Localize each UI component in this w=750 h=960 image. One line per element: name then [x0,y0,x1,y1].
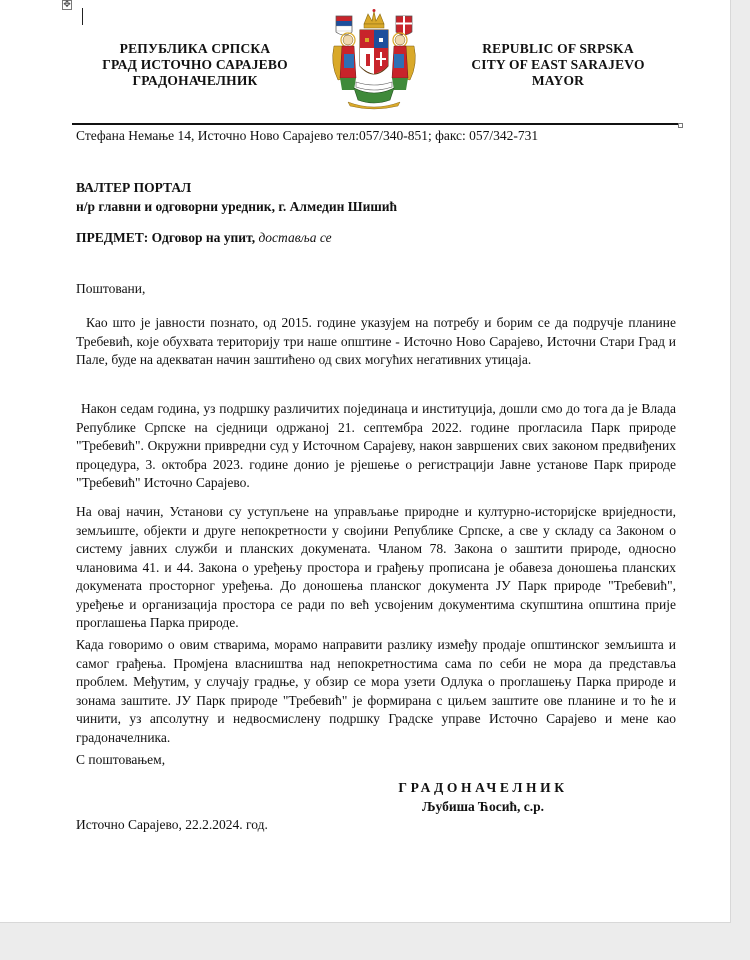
recipient-attention: н/р главни и одговорни уредник, г. Алмедин Шишић [76,199,398,214]
body-paragraph-1: Као што је јавности познато, од 2015. године указујем на потребу и борим се да подручје планине Требевић, које обухвата територију три наше општине - Источно Ново Сарајево, Источни Стари Град и Пале, буде на адекватан начин заштићено од свих могућих негативних утицаја. [76,315,676,367]
subject-label: ПРЕДМЕТ: [76,230,149,245]
office-address: Стефана Немање 14, Источно Ново Сарајево тел:057/340-851; факс: 057/342-731 [76,128,539,143]
header-right-line-1: REPUBLIC OF SRPSKA [482,41,634,56]
crest-base [348,88,400,109]
header-left-line-2: ГРАД ИСТОЧНО САРАЈЕВО [102,57,288,72]
header-left-line-3: ГРАДОНАЧЕЛНИК [132,73,258,88]
body-paragraph-3: На овај начин, Установи су уступљене на управљање природне и културно-историјске вриједности, земљиште, објекти и друге непокретности у својини Републике Српске, а све у складу са Законом о систему јавних служби и планских докумената. Чланом 78. Закона о заштити природе, односно члановима 41. и 44. Закона о уређењу простора и грађењу прописана је обавеза доношења планских докумената просторног уређења. До доношења планског документа ЈУ Парк природе "Требевић", уређење и организација простора се ради по већ усвојеним документима скупштина општина прије проглашења Парка природе. [76,504,676,630]
place-and-date: Источно Сарајево, 22.2.2024. год. [76,817,268,832]
coat-of-arms-icon [326,8,422,112]
recipient-name: ВАЛТЕР ПОРТАЛ [76,180,192,195]
header-right-line-2: CITY OF EAST SARAJEVO [471,57,645,72]
left-supporter-figure [333,33,356,90]
page-gutter-bottom [0,923,750,960]
closing-salutation: С поштовањем, [76,752,166,767]
table-move-handle-icon[interactable]: ✥ [63,0,71,10]
crest-ribbon [356,82,392,90]
subject-text: Одговор на упит, [148,230,259,245]
greeting: Поштовани, [76,281,146,296]
subject-note: доставља се [258,230,332,245]
page-gutter-right [731,0,750,960]
body-paragraph-4: Када говоримо о овим стварима, морамо направити разлику између продаје општинског земљишта и самог грађења. Промјена власништва над непокретностима сама по себи не мора да представља проблем. Међутим, у случају градње, у обзир се мора узети Одлука о проглашењу Парка природе и зонама заштите. ЈУ Парк природе "Требевић" је формирана с циљем заштите ове планине и то ће и чинити, уз апсолутну и недвосмислену подршку Градске управе Источно Сарајево и мене као градоначелника. [76,637,676,745]
central-shield [360,30,388,74]
text-cursor [82,8,83,25]
rule-resize-handle[interactable] [678,123,683,128]
header-left-line-1: РЕПУБЛИКА СРПСКА [119,41,271,56]
header-left-block [70,41,320,89]
header-rule-divider [72,123,680,125]
recipient-block [76,178,397,216]
header-right-block [428,41,688,89]
signature-name: Љубиша Ћосић, с.р. [422,799,544,814]
right-supporter-figure [392,33,415,90]
left-flag-shield [336,16,352,35]
subject-line [76,230,332,246]
crown-icon [364,9,384,28]
body-paragraph-2: Након седам година, уз подршку различитих појединаца и институција, дошли смо до тога да је Влада Републике Српске на сједници одржаној 21. септембра 2022. године прогласила Парк природе "Требевић". Окружни привредни суд у Источном Сарајеву, након завршених свих законом предвиђених процедура, 3. октобра 2023. године донио је рјешење о регистрацији Јавне установе Парк природе "Требевић" Источно Сарајево. [76,401,676,490]
header-right-line-3: MAYOR [531,73,585,88]
signature-title: ГРАДОНАЧЕЛНИК [398,780,568,795]
